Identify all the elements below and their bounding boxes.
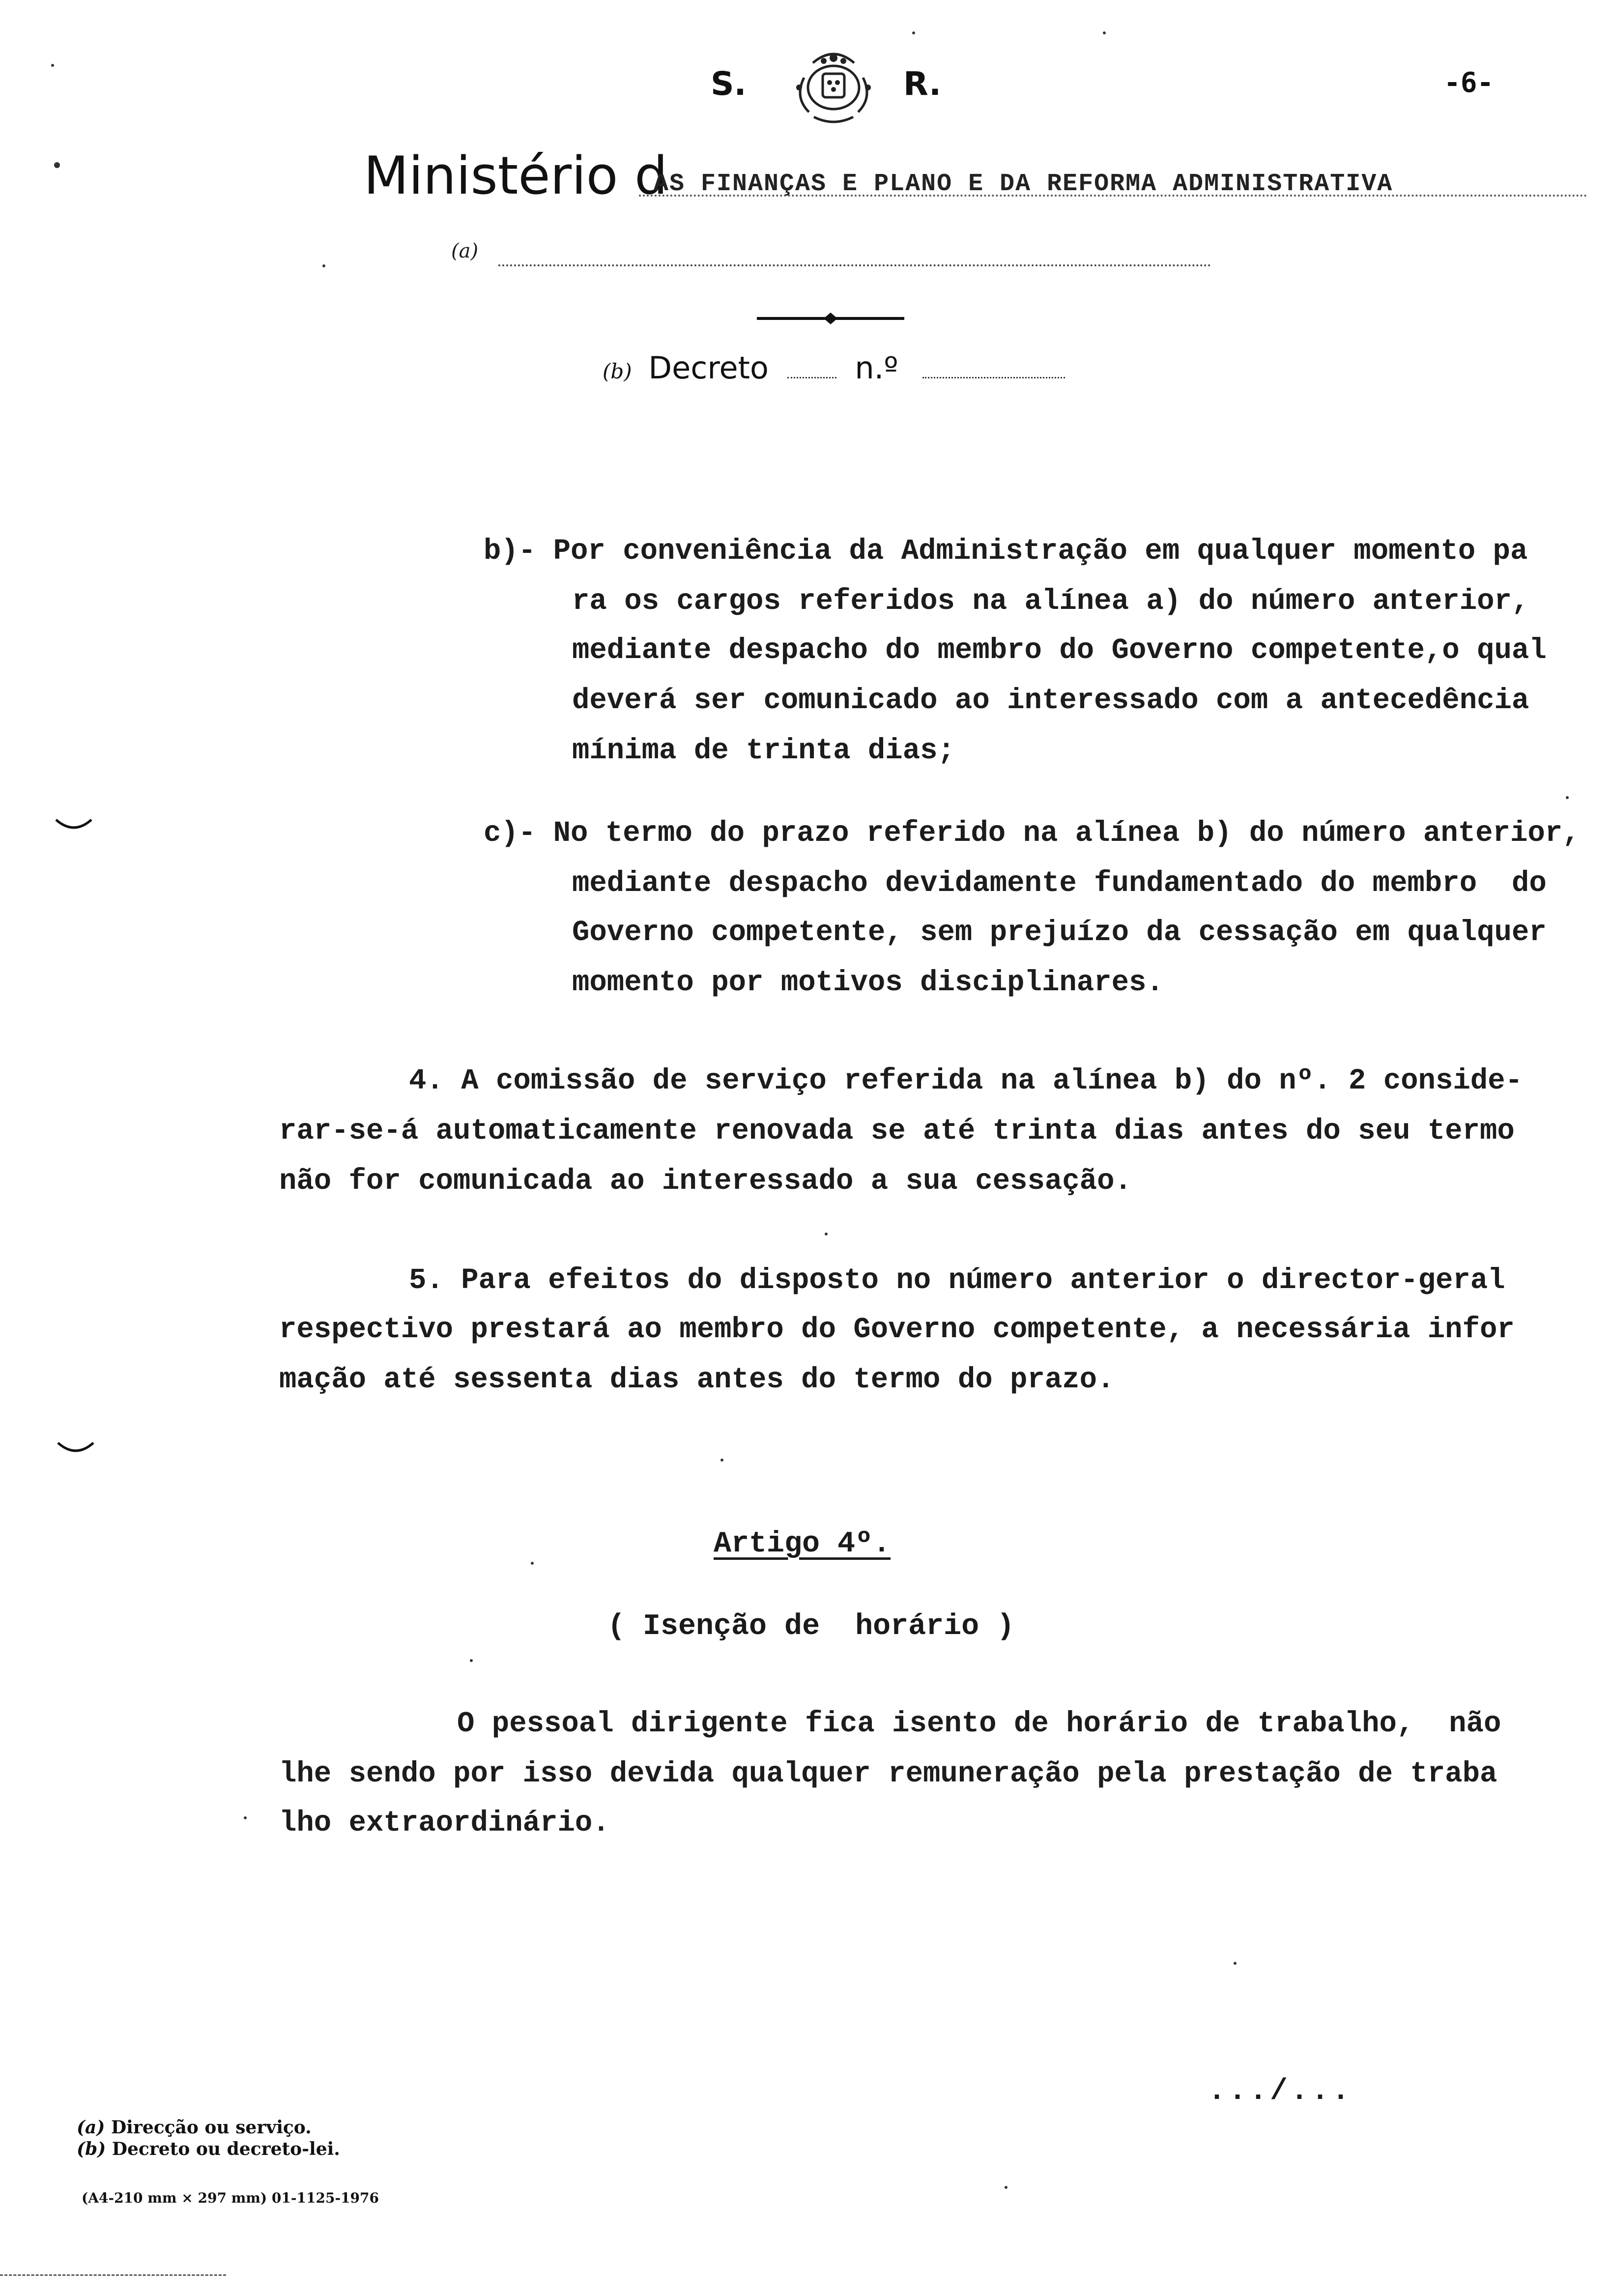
footnote-b-letter: (b) xyxy=(77,2139,106,2159)
para-c-line: c)- No termo do prazo referido na alínea b) do número anterior, xyxy=(484,817,1580,850)
footnote-b-text: Decreto ou decreto-lei. xyxy=(112,2139,340,2159)
article-subtitle: ( Isenção de horário ) xyxy=(607,1610,1015,1643)
scan-speck xyxy=(720,1459,723,1462)
para-b-line: mínima de trinta dias; xyxy=(572,734,955,767)
decree-type-blank xyxy=(787,377,836,378)
binding-mark-icon xyxy=(56,1441,95,1456)
para-b-line: b)- Por conveniência da Administração em qualquer momento pa xyxy=(484,535,1528,568)
decree-number-blank xyxy=(922,377,1065,378)
para-c-line: mediante despacho devidamente fundamentado do membro do xyxy=(572,867,1547,900)
decree-word: Decreto xyxy=(648,350,769,386)
scan-speck xyxy=(1234,1962,1237,1965)
footnote-a xyxy=(77,2117,312,2138)
field-a-label: (a) xyxy=(451,240,479,262)
binding-mark-icon xyxy=(54,818,93,832)
footnote-b xyxy=(77,2139,340,2159)
bottom-dashed-rule xyxy=(0,2274,226,2276)
ministry-heading xyxy=(364,145,1494,204)
para-b-line: deverá ser comunicado ao interessado com a antecedência xyxy=(572,684,1529,717)
para-5-line: 5. Para efeitos do disposto no número anterior o director-geral xyxy=(409,1264,1505,1297)
decree-line xyxy=(603,350,1065,386)
footnote-a-letter: (a) xyxy=(77,2117,105,2138)
scan-speck xyxy=(912,31,915,34)
ornament-divider-icon xyxy=(757,309,904,328)
para-c-line: Governo competente, sem prejuízo da cessação em qualquer xyxy=(572,916,1547,949)
scan-speck xyxy=(54,162,60,168)
article-text-line: lhe sendo por isso devida qualquer remuneração pela prestação de traba xyxy=(279,1757,1497,1790)
article-text-line: O pessoal dirigente fica isento de horário de trabalho, não xyxy=(457,1707,1501,1740)
scan-speck xyxy=(531,1562,534,1565)
article-text-line: lho extraordinário. xyxy=(279,1807,610,1839)
scan-speck xyxy=(825,1233,828,1235)
para-b-line: ra os cargos referidos na alínea a) do número anterior, xyxy=(572,585,1529,618)
field-b-label: (b) xyxy=(603,359,632,383)
coat-of-arms-icon xyxy=(784,43,883,127)
para-5-line: mação até sessenta dias antes do termo do prazo. xyxy=(279,1363,1115,1396)
scan-speck xyxy=(470,1659,473,1662)
scan-speck xyxy=(1005,2186,1008,2189)
scan-speck xyxy=(1566,796,1569,799)
para-5-line: respectivo prestará ao membro do Governo competente, a necessária infor xyxy=(279,1313,1515,1346)
ministry-name: AS FINANÇAS E PLANO E DA REFORMA ADMINISTRATIVA xyxy=(654,170,1393,198)
form-code: (A4-210 mm × 297 mm) 01-1125-1976 xyxy=(82,2190,379,2206)
article-title: Artigo 4º. xyxy=(714,1527,891,1561)
scan-speck xyxy=(244,1816,247,1819)
footnote-a-text: Direcção ou serviço. xyxy=(111,2117,312,2138)
ministry-prefix: Ministério d xyxy=(364,145,668,206)
header-s-letter: S. xyxy=(711,65,747,103)
header-r-letter: R. xyxy=(903,65,942,103)
scan-speck xyxy=(322,264,325,267)
ministry-dotted-line xyxy=(639,195,1587,197)
continuation-mark: .../... xyxy=(1208,2075,1353,2108)
para-4-line: rar-se-á automaticamente renovada se até trinta dias antes do seu termo xyxy=(279,1115,1515,1148)
para-b-line: mediante despacho do membro do Governo competente,o qual xyxy=(572,634,1547,667)
number-abbrev: n.º xyxy=(855,350,898,386)
scan-speck xyxy=(51,64,54,67)
scan-speck xyxy=(1103,31,1106,34)
para-c-line: momento por motivos disciplinares. xyxy=(572,966,1164,999)
para-4-line: não for comunicada ao interessado a sua cessação. xyxy=(279,1165,1132,1198)
field-a-dotted-line xyxy=(498,264,1211,266)
para-4-line: 4. A comissão de serviço referida na alínea b) do nº. 2 conside- xyxy=(409,1064,1523,1097)
page-number: -6- xyxy=(1444,67,1494,99)
